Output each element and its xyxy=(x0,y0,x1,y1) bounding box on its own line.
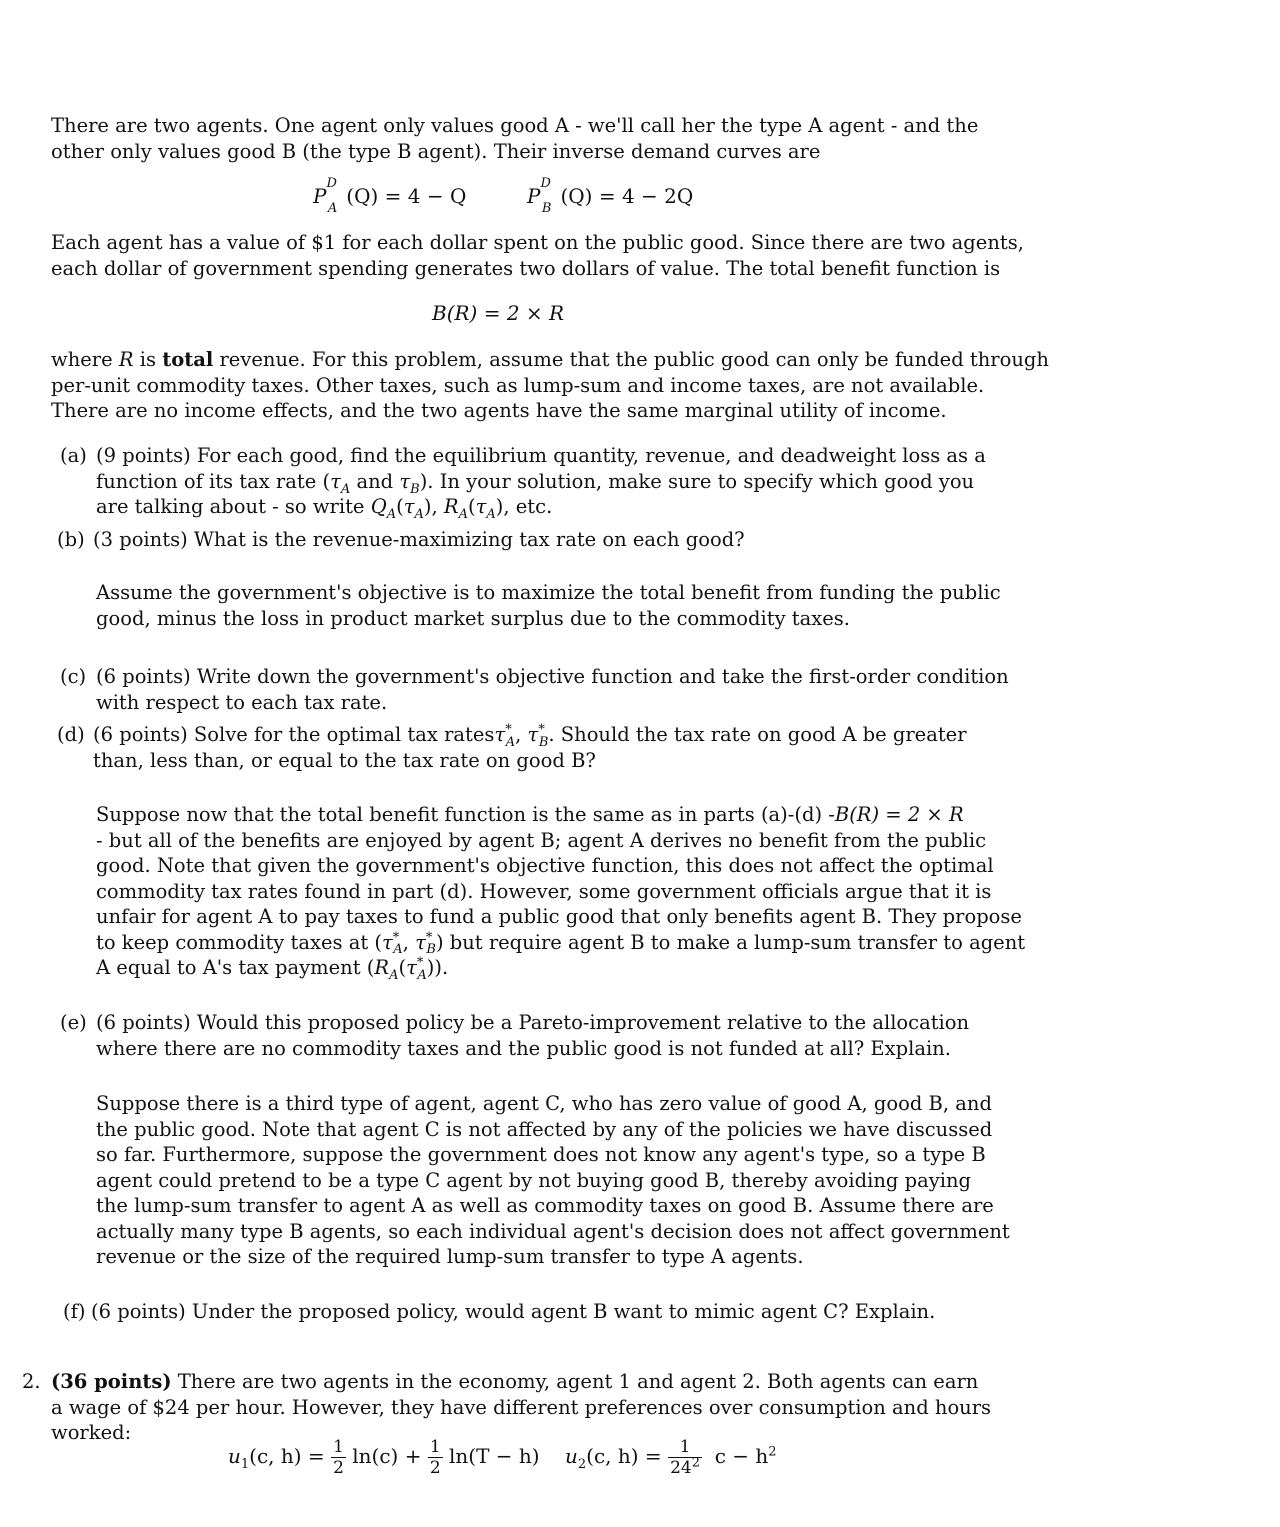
demand-a-rhs: (Q) = 4 − Q xyxy=(346,184,467,208)
part-b-text: (3 points) What is the revenue-maximizing tax rate on each good? xyxy=(93,528,745,551)
third-agent-line-6: actually many type B agents, so each individual agent's decision does not affect government xyxy=(96,1219,1010,1243)
intro-line-1: There are two agents. One agent only values good A - we'll call her the type A agent - and the xyxy=(51,114,979,137)
demand-b-rhs: (Q) = 4 − 2Q xyxy=(560,184,694,208)
part-a-text xyxy=(96,443,986,522)
part-b-label: (b) xyxy=(57,528,85,551)
utility-equation-1: $u_1(c$, h) = $\frac{1}{2}$ ln(c) + $\frac{1}{2}$ ln(T − h) xyxy=(228,1437,540,1478)
third-agent-line-7: revenue or the size of the required lump-sum transfer to type A agents. xyxy=(96,1245,804,1268)
where-line-2: per-unit commodity taxes. Other taxes, such as lump-sum and income taxes, are not available. xyxy=(51,373,985,397)
question-2-number: 2. xyxy=(22,1370,41,1393)
part-a-line-3: are talking about - so write $Q_A(\tau_A)$, $R_A(\tau_A)$, etc. xyxy=(96,495,553,522)
part-f-text: (6 points) Under the proposed policy, would agent B want to mimic agent C? Explain. xyxy=(91,1300,936,1323)
intro-line-2: other only values good B (the type B agent). Their inverse demand curves are xyxy=(51,139,821,163)
part-c-label: (c) xyxy=(60,665,87,688)
lump-sum-line-5: unfair for agent A to pay taxes to fund a public good that only benefits agent B. They propose xyxy=(96,905,1022,928)
value-paragraph xyxy=(51,230,1024,281)
value-line-2: each dollar of government spending generates two dollars of value. The total benefit function is xyxy=(51,256,1001,280)
part-c-line-1: (6 points) Write down the government's objective function and take the first-order condition xyxy=(96,665,1009,688)
third-agent-line-5: the lump-sum transfer to agent A as well as commodity taxes on good B. Assume there are xyxy=(96,1194,994,1217)
benefit-equation-text: B(R) = 2 × R xyxy=(432,301,565,325)
part-d-line-1: (6 points) Solve for the optimal tax ratesτ*$_A$, $\tau^*_B$. Should the tax rate on good A be greater xyxy=(93,722,967,750)
lump-sum-line-6: to keep commodity taxes at ($\tau^*_A$, $\tau^*_B$) but require agent B to make a lump-sum transfer to agent xyxy=(96,930,1026,958)
where-paragraph xyxy=(51,347,1049,424)
lump-sum-line-4: commodity tax rates found in part (d). However, some government officials argue that it is xyxy=(96,879,992,903)
lump-sum-line-1: Suppose now that the total benefit function is the same as in parts (a)-(d) -B(R) = 2 × R xyxy=(96,803,964,826)
third-agent-line-1: Suppose there is a third type of agent, agent C, who has zero value of good A, good B, and xyxy=(96,1092,992,1115)
part-d-text xyxy=(93,722,967,773)
part-a-line-1: (9 points) For each good, find the equilibrium quantity, revenue, and deadweight loss as a xyxy=(96,444,986,467)
part-e-label: (e) xyxy=(60,1011,87,1034)
demand-equation-a: $P^D_A(Q) = 4 - Q$ xyxy=(313,176,467,216)
question-2-line-1: (36 points) There are two agents in the economy, agent 1 and agent 2. Both agents can earn xyxy=(51,1370,979,1393)
part-c-text xyxy=(96,664,1009,715)
objective-paragraph xyxy=(96,580,1001,631)
demand-equation-b: $P^D_B(Q) = 4 - 2Q$ xyxy=(527,176,694,216)
objective-line-1: Assume the government's objective is to maximize the total benefit from funding the public xyxy=(96,581,1001,604)
benefit-equation xyxy=(432,301,564,325)
lump-sum-paragraph xyxy=(96,802,1026,983)
intro-paragraph xyxy=(51,113,979,164)
third-agent-line-3: so far. Furthermore, suppose the government does not know any agent's type, so a type B xyxy=(96,1143,986,1166)
part-a-label: (a) xyxy=(60,444,87,467)
lump-sum-line-2: - but all of the benefits are enjoyed by agent B; agent A derives no benefit from the public xyxy=(96,828,987,852)
part-e-text xyxy=(96,1010,970,1061)
where-line-3: There are no income effects, and the two agents have the same marginal utility of income. xyxy=(51,399,947,422)
part-e-line-1: (6 points) Would this proposed policy be a Pareto-improvement relative to the allocation xyxy=(96,1011,970,1034)
part-a-line-2: function of its tax rate ($\tau_A$ and $\tau_B$). In your solution, make sure to specify which good you xyxy=(96,469,975,497)
part-f-label: (f) xyxy=(63,1300,86,1323)
third-agent-line-2: the public good. Note that agent C is not affected by any of the policies we have discussed xyxy=(96,1117,993,1141)
question-2-line-2: a wage of $24 per hour. However, they have different preferences over consumption and hours xyxy=(51,1395,992,1419)
question-2-points: (36 points) xyxy=(51,1370,172,1393)
objective-line-2: good, minus the loss in product market surplus due to the commodity taxes. xyxy=(96,606,850,630)
third-agent-line-4: agent could pretend to be a type C agent by not buying good B, thereby avoiding paying xyxy=(96,1168,972,1192)
part-d-label: (d) xyxy=(57,723,85,746)
part-e-line-2: where there are no commodity taxes and the public good is not funded at all? Explain. xyxy=(96,1036,951,1060)
part-d-line-2: than, less than, or equal to the tax rate on good B? xyxy=(93,748,596,772)
lump-sum-line-3: good. Note that given the government's objective function, this does not affect the optimal xyxy=(96,854,994,877)
part-c-line-2: with respect to each tax rate. xyxy=(96,690,388,714)
value-line-1: Each agent has a value of $1 for each dollar spent on the public good. Since there are two agents, xyxy=(51,231,1024,254)
question-2-text xyxy=(51,1369,992,1446)
utility-equation-2: $u_2(c$, h) = $\frac{1}{24^2}$ $c - h^2$ xyxy=(565,1437,777,1478)
lump-sum-line-7: A equal to A's tax payment $(R_A(\tau^*_A))$. xyxy=(96,955,449,983)
third-agent-paragraph xyxy=(96,1091,1010,1270)
question-2-line-3: worked: xyxy=(51,1421,132,1444)
where-line-1: where R is total revenue. For this problem, assume that the public good can only be funded through xyxy=(51,348,1049,371)
